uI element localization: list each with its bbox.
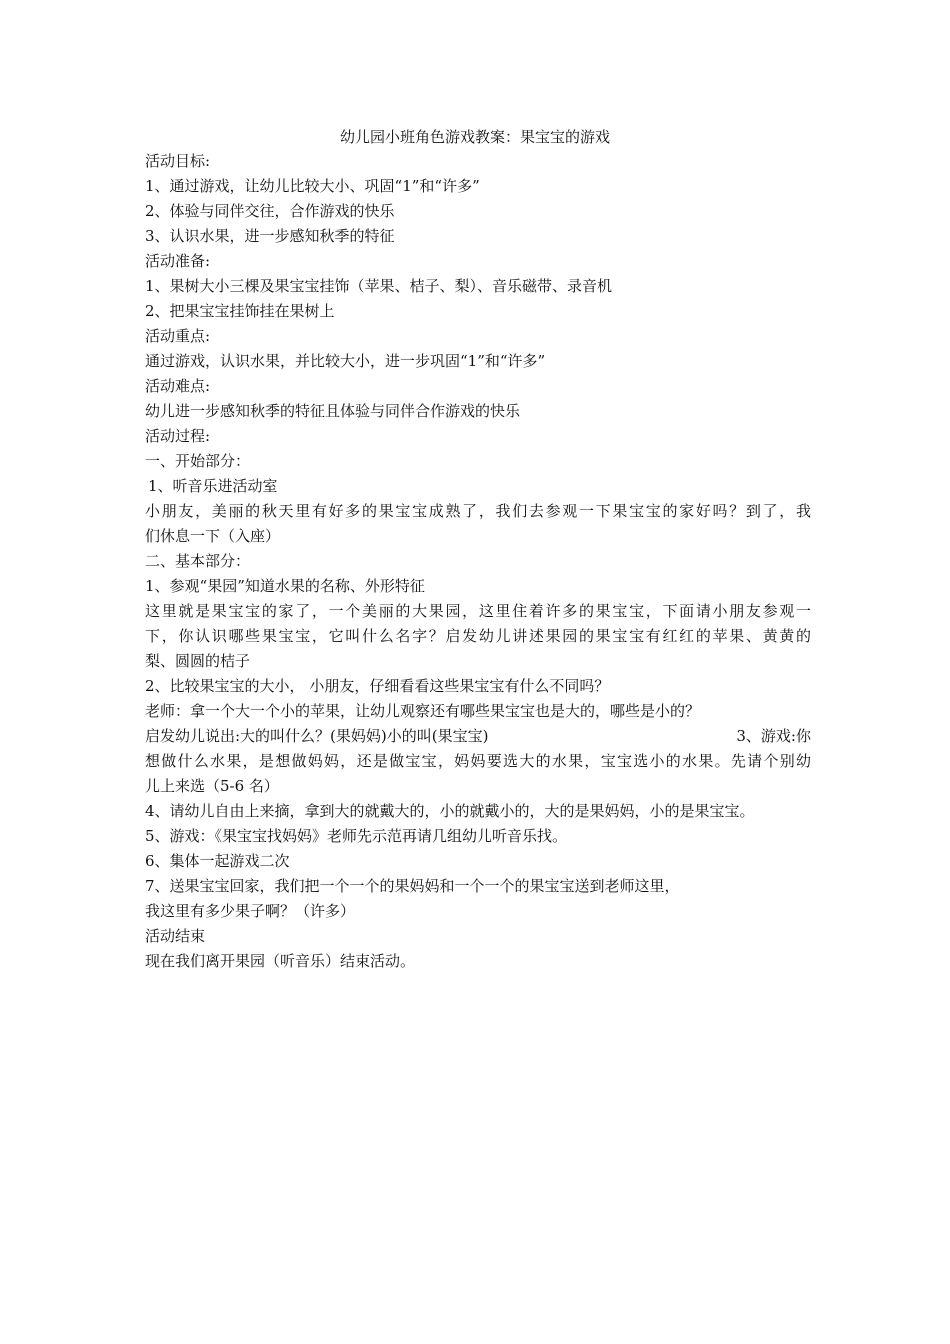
paragraph-line: 儿上来选（5-6 名） xyxy=(145,777,279,795)
subsection-heading-basic: 二、基本部分： xyxy=(145,552,251,570)
section-heading-end: 活动结束 xyxy=(145,927,206,945)
paragraph-line: 2、体验与同伴交往，合作游戏的快乐 xyxy=(145,202,395,220)
paragraph-line: 1、参观“果园”知道水果的名称、外形特征 xyxy=(145,577,425,595)
paragraph-line: 梨、圆圆的桔子 xyxy=(145,652,251,670)
paragraph-line: 想做什么水果，是想做妈妈，还是做宝宝，妈妈要选大的水果，宝宝选小的水果。先请个别幼 xyxy=(145,752,811,770)
paragraph-line xyxy=(145,724,811,749)
section-heading-difficulties: 活动难点: xyxy=(145,377,211,395)
paragraph-line: 通过游戏，认识水果，并比较大小，进一步巩固“1”和“许多” xyxy=(145,352,546,370)
document-body xyxy=(145,149,811,974)
paragraph-line: 3、认识水果，进一步感知秋季的特征 xyxy=(145,227,395,245)
paragraph-line: 1、听音乐进活动室 xyxy=(148,477,278,495)
paragraph-line: 这里就是果宝宝的家了，一个美丽的大果园，这里住着许多的果宝宝，下面请小朋友参观一 xyxy=(145,602,811,620)
paragraph-line: 现在我们离开果园（听音乐）结束活动。 xyxy=(145,952,416,970)
section-heading-preparation: 活动准备: xyxy=(145,252,211,270)
paragraph-line: 小朋友，美丽的秋天里有好多的果宝宝成熟了，我们去参观一下果宝宝的家好吗？到了，我 xyxy=(145,502,811,520)
section-heading-goals: 活动目标: xyxy=(145,152,211,170)
paragraph-line: 1、果树大小三棵及果宝宝挂饰（苹果、桔子、梨）、音乐磁带、录音机 xyxy=(145,277,613,295)
paragraph-line: 1、通过游戏，让幼儿比较大小、巩固“1”和“许多” xyxy=(145,177,480,195)
document-title: 幼儿园小班角色游戏教案：果宝宝的游戏 xyxy=(339,128,610,146)
paragraph-line: 们休息一下（入座） xyxy=(145,527,281,545)
paragraph-line: 7、送果宝宝回家，我们把一个一个的果妈妈和一个一个的果宝宝送到老师这里， xyxy=(145,877,680,895)
paragraph-line: 5、游戏：《果宝宝找妈妈》老师先示范再请几组幼儿听音乐找。 xyxy=(145,827,568,845)
paragraph-line: 2、比较果宝宝的大小， 小朋友，仔细看看这些果宝宝有什么不同吗？ xyxy=(145,677,610,695)
paragraph-segment: 3、游戏:你 xyxy=(736,727,811,745)
paragraph-line: 我这里有多少果子啊？（许多） xyxy=(145,902,356,920)
paragraph-line: 幼儿进一步感知秋季的特征且体验与同伴合作游戏的快乐 xyxy=(145,402,521,420)
paragraph-segment: 启发幼儿说出:大的叫什么？(果妈妈)小的叫(果宝宝) xyxy=(145,727,489,745)
paragraph-line: 下，你认识哪些果宝宝，它叫什么名字？启发幼儿讲述果园的果宝宝有红红的苹果、黄黄的 xyxy=(145,627,811,645)
section-heading-process: 活动过程: xyxy=(145,427,211,445)
section-heading-key-points: 活动重点: xyxy=(145,327,211,345)
paragraph-line: 2、把果宝宝挂饰挂在果树上 xyxy=(145,302,335,320)
paragraph-line: 4、请幼儿自由上来摘，拿到大的就戴大的，小的就戴小的，大的是果妈妈，小的是果宝宝。 xyxy=(145,802,755,820)
paragraph-line: 6、集体一起游戏二次 xyxy=(145,852,290,870)
paragraph-line: 老师：拿一个大一个小的苹果，让幼儿观察还有哪些果宝宝也是大的，哪些是小的？ xyxy=(145,702,701,720)
subsection-heading-start: 一、开始部分： xyxy=(145,452,251,470)
